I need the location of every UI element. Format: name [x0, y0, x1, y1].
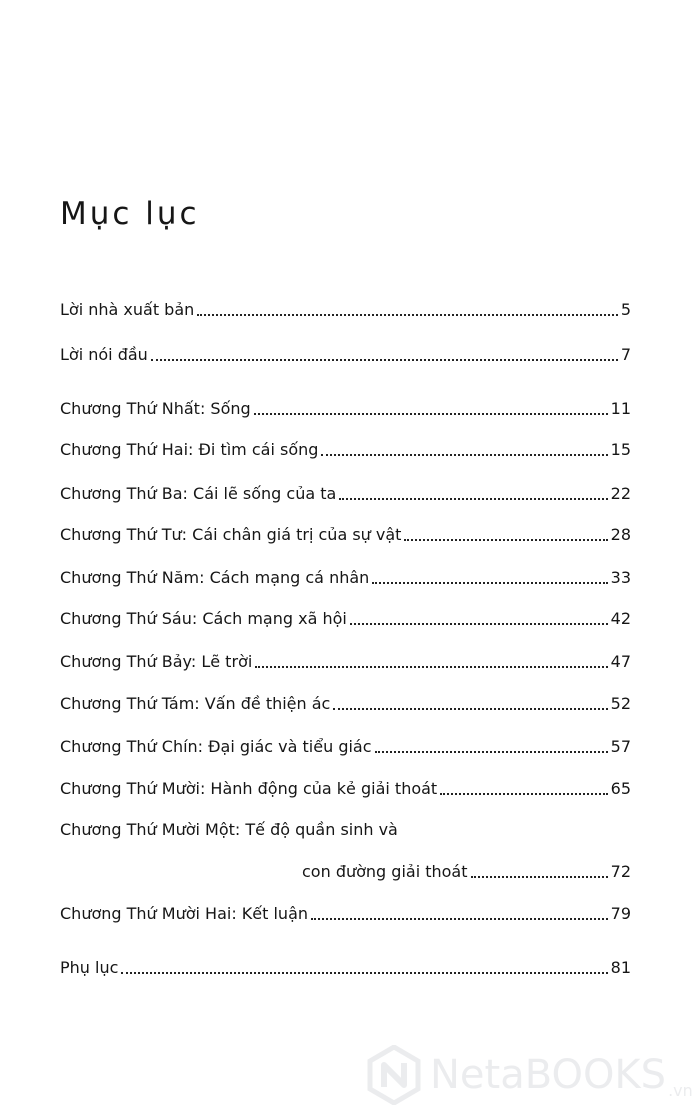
netabooks-logo-icon [366, 1045, 422, 1105]
toc-entry [60, 296, 631, 320]
dot-leader [197, 314, 618, 316]
toc-entry [60, 733, 631, 757]
toc-entry [60, 564, 631, 588]
toc-entry-page: 42 [610, 609, 631, 628]
toc-entry-page: 5 [620, 300, 631, 319]
dot-leader [471, 876, 608, 878]
toc-entry-page: 7 [620, 345, 631, 364]
toc-entry-label: Chương Thứ Bảy: Lẽ trời [60, 652, 253, 671]
watermark-suffix: .vn [668, 1081, 693, 1100]
toc-entry-label: Chương Thứ Mười Một: Tế độ quần sinh và [60, 820, 398, 839]
toc-entry-page: 22 [610, 484, 631, 503]
dot-leader [339, 498, 607, 500]
toc-entry [60, 690, 631, 714]
dot-leader [375, 751, 608, 753]
toc-entry-label-continuation: con đường giải thoát [302, 862, 468, 881]
toc-entry-label: Chương Thứ Sáu: Cách mạng xã hội [60, 609, 347, 628]
dot-leader [255, 666, 607, 668]
dot-leader [404, 539, 607, 541]
toc-entry-page: 33 [610, 568, 631, 587]
toc-entry-label: Chương Thứ Hai: Đi tìm cái sống [60, 440, 319, 459]
toc-entry-label: Chương Thứ Mười: Hành động của kẻ giải thoát [60, 779, 438, 798]
dot-leader [311, 918, 608, 920]
toc-entry-label: Phụ lục [60, 958, 119, 977]
toc-entry [60, 954, 631, 978]
toc-entry [60, 900, 631, 924]
toc-entry [60, 341, 631, 365]
toc-entry [60, 605, 631, 629]
toc-entry-label: Chương Thứ Chín: Đại giác và tiểu giác [60, 737, 372, 756]
toc-entry-page: 72 [610, 862, 631, 881]
page-title: Mục lục [60, 196, 200, 232]
publisher-watermark [366, 1040, 693, 1110]
dot-leader [372, 582, 607, 584]
toc-entry-label: Lời nhà xuất bản [60, 300, 195, 319]
dot-leader [350, 623, 608, 625]
toc-entry-label: Chương Thứ Mười Hai: Kết luận [60, 904, 309, 923]
toc-entry-page: 11 [610, 399, 631, 418]
toc-entry [60, 480, 631, 504]
toc-entry-label: Chương Thứ Ba: Cái lẽ sống của ta [60, 484, 337, 503]
toc-entry-page: 57 [610, 737, 631, 756]
toc-entry-page: 52 [610, 694, 631, 713]
toc-entry-label: Chương Thứ Nhất: Sống [60, 399, 251, 418]
dot-leader [321, 454, 607, 456]
toc-entry-label: Lời nói đầu [60, 345, 148, 364]
toc-entry [60, 648, 631, 672]
toc-entry [60, 395, 631, 419]
toc-entry-page: 15 [610, 440, 631, 459]
toc-entry-label: Chương Thứ Tư: Cái chân giá trị của sự vật [60, 525, 402, 544]
toc-entry-page: 81 [610, 958, 631, 977]
toc-entry-label: Chương Thứ Năm: Cách mạng cá nhân [60, 568, 370, 587]
watermark-brand: NetaBOOKS [430, 1052, 667, 1098]
toc-entry-page: 47 [610, 652, 631, 671]
toc-entry-page: 28 [610, 525, 631, 544]
toc-entry [60, 775, 631, 799]
toc-entry-continuation [302, 858, 631, 882]
toc-entry-page: 65 [610, 779, 631, 798]
dot-leader [121, 972, 607, 974]
dot-leader [333, 708, 607, 710]
toc-entry [60, 521, 631, 545]
toc-entry [60, 436, 631, 460]
toc-entry-page: 79 [610, 904, 631, 923]
dot-leader [254, 413, 608, 415]
dot-leader [440, 793, 607, 795]
dot-leader [151, 359, 618, 361]
toc-entry [60, 816, 631, 840]
toc-entry-label: Chương Thứ Tám: Vấn đề thiện ác [60, 694, 331, 713]
